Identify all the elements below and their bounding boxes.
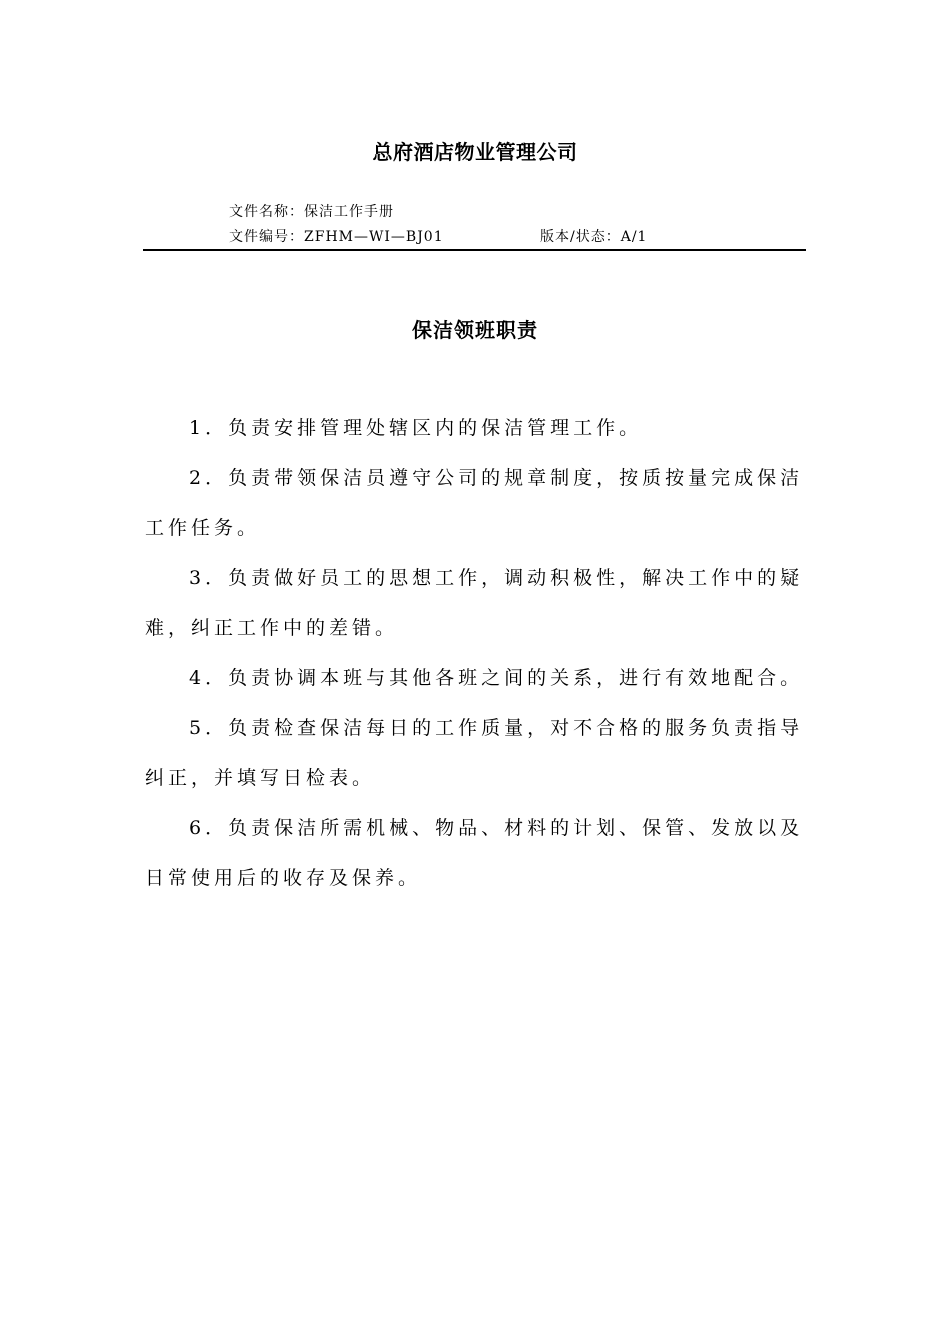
duty-item-4: 4．负责协调本班与其他各班之间的关系，进行有效地配合。 <box>189 667 804 689</box>
file-code: 文件编号：ZFHM—WI—BJ01 <box>229 229 444 245</box>
duty-item-1: 1．负责安排管理处辖区内的保洁管理工作。 <box>189 417 643 439</box>
document-title: 保洁领班职责 <box>412 318 538 342</box>
file-name: 文件名称：保洁工作手册 <box>229 204 394 220</box>
version-status: 版本/状态：A/1 <box>540 229 648 245</box>
header-divider <box>143 249 806 251</box>
duties-list <box>145 403 817 903</box>
duty-item-3: 3．负责做好员工的思想工作，调动积极性，解决工作中的疑难，纠正工作中的差错。 <box>145 567 804 639</box>
duty-item-5: 5．负责检查保洁每日的工作质量，对不合格的服务负责指导纠正，并填写日检表。 <box>145 717 804 789</box>
duty-item-6: 6．负责保洁所需机械、物品、材料的计划、保管、发放以及日常使用后的收存及保养。 <box>145 817 804 889</box>
duty-item-2: 2．负责带领保洁员遵守公司的规章制度，按质按量完成保洁工作任务。 <box>145 467 804 539</box>
company-name: 总府酒店物业管理公司 <box>372 140 578 164</box>
